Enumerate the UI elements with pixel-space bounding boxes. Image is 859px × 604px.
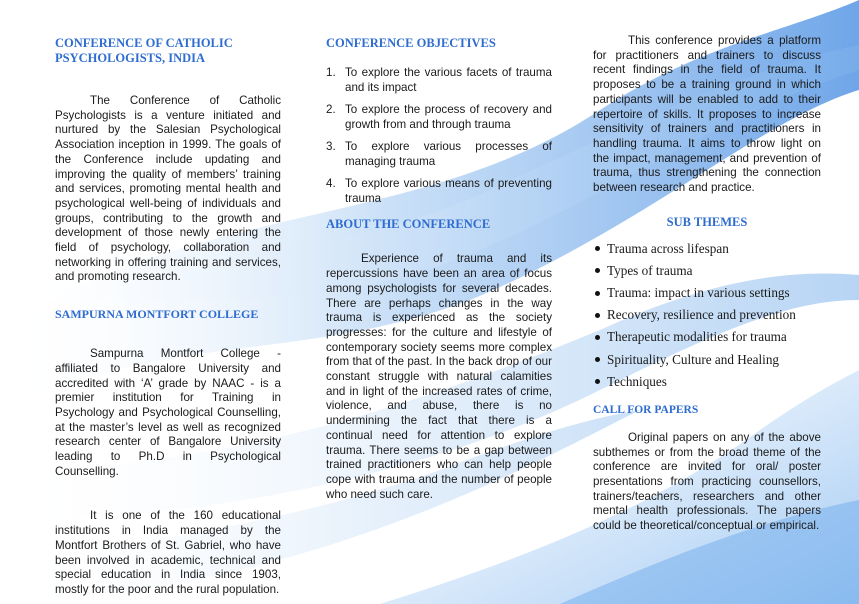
objectives-heading: CONFERENCE OBJECTIVES xyxy=(326,36,496,50)
college-heading: SAMPURNA MONTFORT COLLEGE xyxy=(55,307,259,322)
objective-text: To explore various means of preventing trauma xyxy=(345,177,552,205)
about-paragraph: Experience of trauma and its repercussions have been an area of focus among psychologists for several decades. There are perhaps changes in the way trauma is experienced as the society progresses: for the culture and lifestyle of contemporary society seems more complex from that of the past. In the back drop of our constant struggle with natural calamities and in light of the increased rates of crime, violence, and abuse, there is no undermining the fact that there is a continual need for attention to explore trauma. There seems to be a gap between trained practitioners who can help people cope with trauma and the number of people who need such care. xyxy=(326,252,552,501)
subtheme-item xyxy=(593,307,821,323)
subtheme-text: Spirituality, Culture and Healing xyxy=(607,351,780,367)
cop-intro-paragraph: The Conference of Catholic Psychologists is a venture initiated and nurtured by the Salesian Psychological Association inception in 1999. The goals of the Conference include updating and improving the quality of members’ training and services, promoting mental health and psychological well-being of individuals and groups, contributing to the growth and development of those newly entering the field of psychology, collaboration and networking in offering training and services, and promoting research. xyxy=(55,94,281,284)
subtheme-item xyxy=(593,329,821,345)
subtheme-item xyxy=(593,263,821,279)
column-middle xyxy=(326,32,552,502)
college-paragraph-2: It is one of the 160 educational institutions in India managed by the Montfort Brothers of St. Gabriel, who have been involved in academic, technical and special education in India since 1903, mostly for the poor and the rural population. xyxy=(55,509,281,596)
objective-number: 1. xyxy=(326,66,336,79)
subtheme-item xyxy=(593,285,821,301)
platform-paragraph: This conference provides a platform for practitioners and trainers to discuss recent findings in the field of trauma. It proposes to be a training ground in which participants will be enabled to add to their repertoire of skills. It proposes to increase sensitivity of trainers and practitioners in handling trauma. It aims to throw light on the impact, management, and prevention of trauma, thus strengthening the connection between research and practice. xyxy=(593,34,821,195)
bullet-icon xyxy=(595,246,600,251)
objectives-list xyxy=(326,66,552,206)
bullet-icon xyxy=(595,335,600,340)
call-for-papers-heading: CALL FOR PAPERS xyxy=(593,403,699,416)
subthemes-list xyxy=(593,241,821,390)
subtheme-item xyxy=(593,241,821,257)
objective-number: 4. xyxy=(326,177,336,190)
objective-text: To explore the process of recovery and growth from and through trauma xyxy=(345,103,552,131)
subthemes-heading: SUB THEMES xyxy=(666,214,748,229)
objective-text: To explore the various facets of trauma and its impact xyxy=(345,66,552,94)
column-left xyxy=(55,32,281,598)
cop-heading: CONFERENCE OF CATHOLIC PSYCHOLOGISTS, INDIA xyxy=(55,36,233,65)
about-heading: ABOUT THE CONFERENCE xyxy=(326,217,491,232)
bullet-icon xyxy=(595,291,600,296)
bullet-icon xyxy=(595,357,600,362)
objective-item xyxy=(326,66,552,95)
call-for-papers-paragraph: Original papers on any of the above subthemes or from the broad theme of the conference are invited for oral/ poster presentations from practicing counsellors, trainers/teachers, researchers and other mental health professionals. The papers could be theoretical/conceptual or empirical. xyxy=(593,430,821,533)
college-paragraph-1: Sampurna Montfort College - affiliated to Bangalore University and accredited with ‘A’ grade by NAAC - is a premier institution for Training in Psychology and Psychological Counselling, at the master’s level as well as recognized research center of Bangalore University leading to Ph.D in Psychological Counselling. xyxy=(55,347,281,478)
subtheme-text: Trauma across lifespan xyxy=(607,240,729,256)
subtheme-text: Techniques xyxy=(607,373,667,389)
subtheme-item xyxy=(593,374,821,390)
objective-item xyxy=(326,140,552,169)
bullet-icon xyxy=(595,379,600,384)
subtheme-text: Recovery, resilience and prevention xyxy=(607,307,796,323)
objective-number: 3. xyxy=(326,140,336,153)
bullet-icon xyxy=(595,313,600,318)
subtheme-item xyxy=(593,352,821,368)
objective-item xyxy=(326,177,552,206)
objective-number: 2. xyxy=(326,103,336,116)
subtheme-text: Types of trauma xyxy=(607,262,693,278)
objective-item xyxy=(326,103,552,132)
bullet-icon xyxy=(595,268,600,273)
subtheme-text: Trauma: impact in various settings xyxy=(607,285,790,301)
objective-text: To explore various processes of managing trauma xyxy=(345,140,552,168)
column-right xyxy=(593,32,821,534)
subtheme-text: Therapeutic modalities for trauma xyxy=(607,329,787,345)
